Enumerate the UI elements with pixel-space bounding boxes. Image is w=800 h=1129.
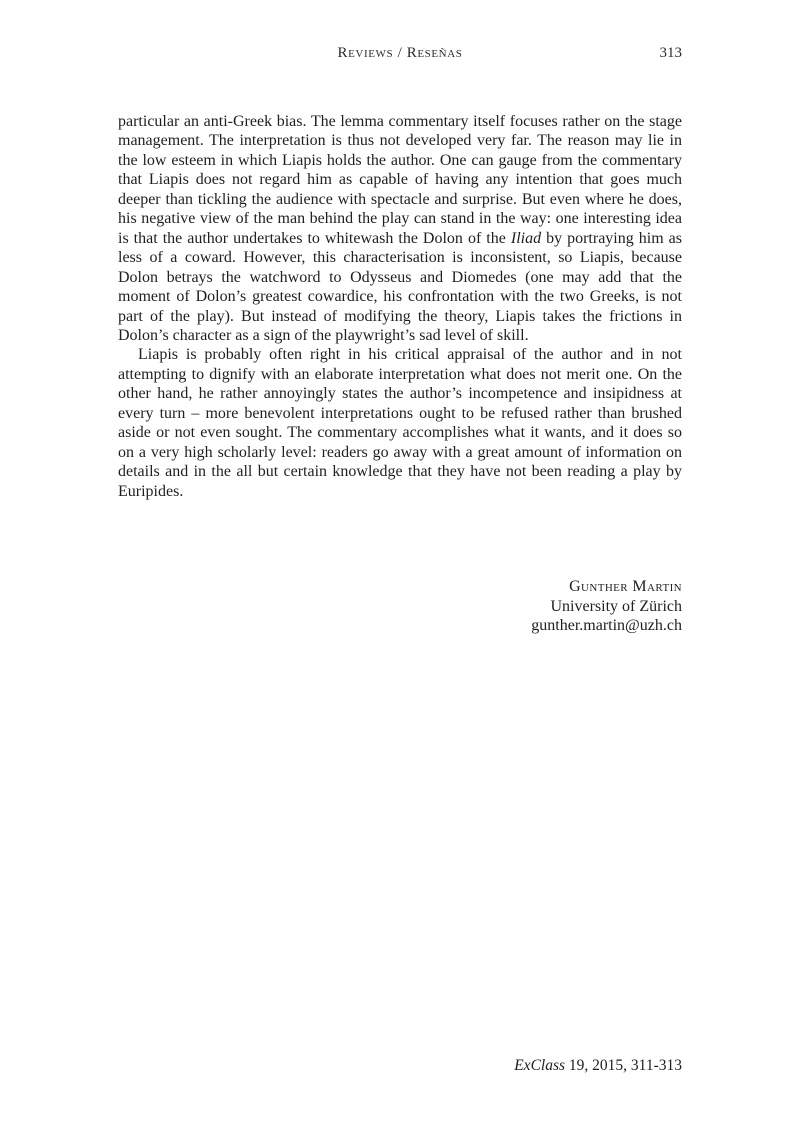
page-number: 313 xyxy=(659,45,682,61)
paragraph xyxy=(118,112,682,345)
review-body-text xyxy=(118,112,682,501)
signature-block xyxy=(118,577,682,636)
reviewer-name: Gunther Martin xyxy=(569,578,682,595)
italic-text-segment: Iliad xyxy=(510,229,542,247)
journal-name: ExClass xyxy=(514,1057,566,1074)
journal-footer xyxy=(118,1057,682,1075)
text-segment: by portraying him as less of a coward. However, this characterisation is inconsistent, so Liapis, because Dolon betrays the watchword to Odysseus and Diomedes (one may add that the moment of Dolon’s greatest cowardice, his confrontation with the two Greeks, is not part of the play). But instead of modifying the theory, Liapis takes the frictions in Dolon’s character as a sign of the playwright’s sad level of skill. xyxy=(118,229,683,344)
text-segment: particular an anti-Greek bias. The lemma commentary itself focuses rather on the stage management. The interpretation is thus not developed very far. The reason may lie in the low esteem in which Liapis holds the author. One can gauge from the commentary that Liapis does not regard him as capable of having any intention that goes much deeper than tickling the audience with spectacle and surprise. But even where he does, his negative view of the man behind the play can stand in the way: one interesting idea is that the author undertakes to whitewash the Dolon of the xyxy=(118,113,682,247)
reviewer-email: gunther.martin@uzh.ch xyxy=(531,617,682,634)
paragraph xyxy=(118,345,682,501)
running-header-title: Reviews / Reseñas xyxy=(337,45,463,61)
text-segment: Liapis is probably often right in his critical appraisal of the author and in not attempting to dignify with an elaborate interpretation what does not merit one. On the other hand, he rather annoyingly states the author’s incompetence and insipidness at every turn – more benevolent interpretations ought to be refused rather than brushed aside or not even sought. The commentary accomplishes what it wants, and it does so on a very high scholarly level: readers go away with a great amount of information on details and in the all but certain knowledge that they have not been reading a play by Euripides. xyxy=(118,346,682,500)
journal-citation: 19, 2015, 311-313 xyxy=(565,1057,682,1074)
running-header xyxy=(118,45,682,62)
reviewer-affiliation: University of Zürich xyxy=(550,597,682,615)
